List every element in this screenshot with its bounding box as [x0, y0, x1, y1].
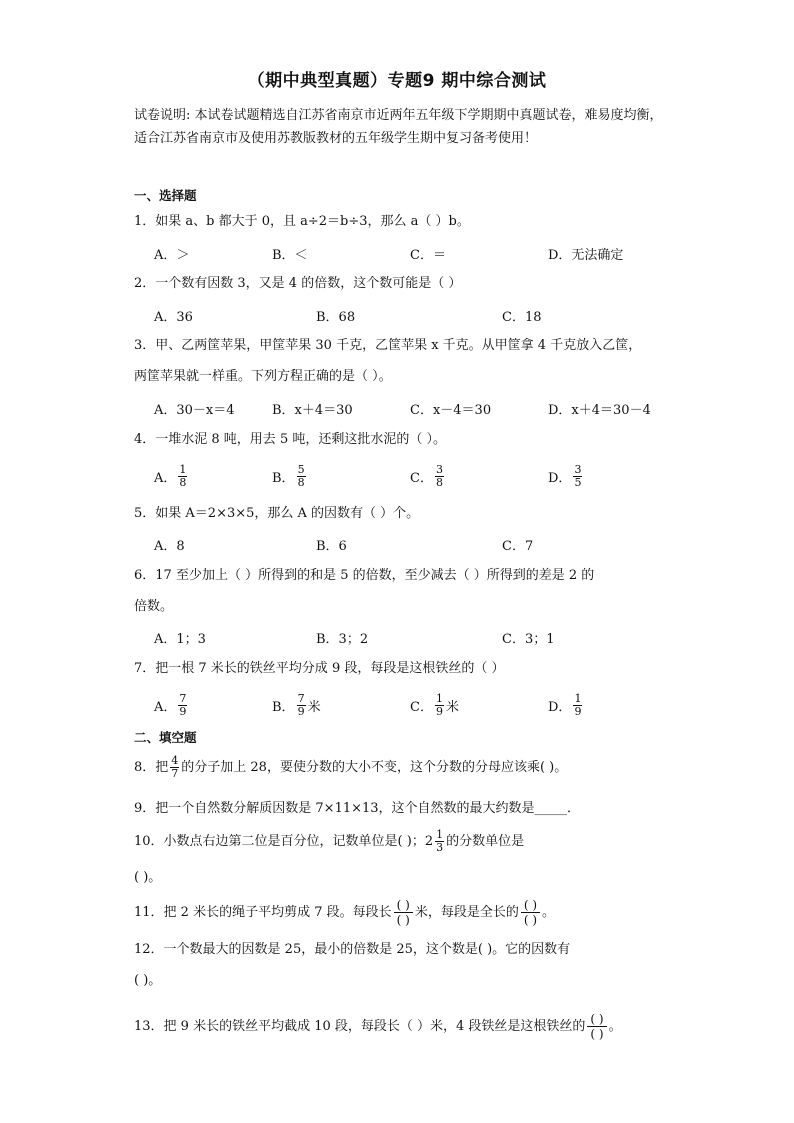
question-13-suffix: 。	[608, 1019, 622, 1034]
question-10-line-1	[134, 826, 674, 857]
option-a[interactable]	[154, 461, 189, 491]
question-3-options	[154, 393, 674, 423]
fraction	[573, 693, 582, 718]
fraction	[170, 755, 179, 780]
option-label: A．	[154, 699, 177, 715]
option-a[interactable]: A．1；3	[154, 631, 206, 647]
option-b[interactable]	[272, 690, 321, 720]
option-b[interactable]	[272, 461, 308, 491]
option-b[interactable]: B．＜	[272, 247, 308, 263]
unit-label: 米	[307, 699, 321, 715]
option-b[interactable]: B．x＋4＝30	[272, 402, 353, 418]
option-c[interactable]: C．x－4＝30	[410, 402, 492, 418]
option-c[interactable]: C．3；1	[502, 631, 555, 647]
option-a[interactable]: A．36	[154, 309, 193, 325]
numerator: 3	[435, 462, 443, 476]
option-label: D．	[548, 699, 572, 715]
mixed-number	[425, 826, 446, 857]
fraction	[297, 464, 306, 489]
question-11-suffix: 。	[542, 905, 556, 920]
page-title: （期中典型真题）专题9 期中综合测试	[247, 71, 547, 91]
question-10-prefix: 10．小数点右边第二位是百分位，记数单位是( )；	[134, 834, 425, 849]
question-1-options	[154, 238, 674, 268]
question-10-line-2: ( )。	[134, 870, 162, 885]
question-6-line-1: 6．17 至少加上（ ）所得到的和是 5 的倍数，至少减去（ ）所得到的差是 2 的	[134, 568, 595, 583]
question-10-suffix: 的分数单位是	[446, 834, 525, 849]
question-12-line-2: ( )。	[134, 973, 162, 988]
blank-numerator: ( )	[394, 898, 413, 913]
question-7-options	[154, 690, 674, 720]
numerator: 1	[435, 691, 443, 705]
question-7: 7．把一根 7 米长的铁丝平均分成 9 段，每段是这根铁丝的（ ）	[134, 661, 505, 676]
denominator: 3	[436, 841, 444, 854]
question-11	[134, 897, 674, 928]
blank-denominator: ( )	[396, 913, 410, 927]
blank-numerator: ( )	[521, 898, 540, 913]
option-c[interactable]: C．18	[502, 309, 542, 325]
option-d[interactable]: D．无法确定	[548, 247, 624, 263]
question-4: 4．一堆水泥 8 吨，用去 5 吨，还剩这批水泥的（ ）。	[134, 432, 446, 447]
numerator: 1	[179, 462, 187, 476]
option-label: C．	[410, 699, 433, 715]
blank-denominator: ( )	[523, 913, 538, 927]
option-label: B．	[272, 470, 295, 486]
numerator: 1	[574, 691, 582, 705]
option-a[interactable]: A．8	[154, 538, 185, 554]
question-8-suffix: 的分子加上 28，要使分数的大小不变，这个分数的分母应该乘( )。	[181, 760, 568, 775]
question-9: 9．把一个自然数分解质因数是 7×11×13，这个自然数的最大约数是_____．	[134, 801, 581, 816]
option-c[interactable]: C．＝	[410, 247, 446, 263]
section-heading-fill-in: 二、填空题	[134, 730, 197, 745]
fraction	[297, 693, 306, 718]
blank-denominator: ( )	[590, 1027, 604, 1041]
denominator: 8	[179, 475, 187, 489]
numerator: 7	[297, 691, 305, 705]
numerator: 5	[297, 462, 305, 476]
denominator: 9	[179, 704, 187, 718]
option-label: A．	[154, 470, 177, 486]
option-a[interactable]: A．＞	[154, 247, 190, 263]
fraction	[435, 829, 444, 854]
option-label: B．	[272, 699, 295, 715]
numerator: 4	[171, 754, 179, 767]
denominator: 9	[574, 704, 582, 718]
question-3-line-1: 3．甲、乙两筐苹果，甲筐苹果 30 千克，乙筐苹果 x 千克。从甲筐拿 4 千克放入乙筐，	[134, 338, 642, 353]
option-b[interactable]: B．6	[316, 538, 347, 554]
denominator: 8	[435, 475, 443, 489]
numerator: 7	[179, 691, 187, 705]
numerator: 1	[436, 828, 444, 841]
blank-fraction[interactable]	[521, 898, 540, 927]
option-c[interactable]: C．7	[502, 538, 534, 554]
question-2: 2．一个数有因数 3，又是 4 的倍数，这个数可能是（ ）	[134, 276, 462, 291]
question-13	[134, 1011, 674, 1042]
question-3-line-2: 两筐苹果就一样重。下列方程正确的是（ ）。	[134, 369, 392, 384]
denominator: 7	[171, 767, 179, 780]
option-a[interactable]: A．30－x＝4	[154, 402, 235, 418]
question-11-middle: 米，每段是全长的	[414, 905, 519, 920]
denominator: 8	[297, 475, 305, 489]
fraction	[435, 464, 444, 489]
option-b[interactable]: B．3；2	[316, 631, 369, 647]
question-11-prefix: 11．把 2 米长的绳子平均剪成 7 段。每段长	[134, 905, 392, 920]
fraction	[435, 693, 444, 718]
question-5: 5．如果 A＝2×3×5，那么 A 的因数有（ ）个。	[134, 506, 420, 521]
fraction	[573, 464, 582, 489]
blank-fraction[interactable]	[587, 1012, 606, 1041]
option-b[interactable]: B．68	[316, 309, 356, 325]
question-1: 1．如果 a、b 都大于 0，且 a÷2＝b÷3，那么 a（ ）b。	[134, 214, 470, 229]
question-8	[134, 752, 674, 783]
option-label: D．	[548, 470, 572, 486]
unit-label: 米	[445, 699, 459, 715]
option-d[interactable]	[548, 690, 584, 720]
question-6-options	[154, 622, 674, 652]
question-13-prefix: 13．把 9 米长的铁丝平均截成 10 段，每段长（ ）米，4 段铁丝是这根铁丝的	[134, 1019, 586, 1034]
option-label: C．	[410, 470, 433, 486]
denominator: 9	[435, 704, 443, 718]
denominator: 5	[574, 475, 582, 489]
question-4-options	[154, 461, 674, 491]
denominator: 9	[297, 704, 305, 718]
fraction	[178, 693, 187, 718]
question-6-line-2: 倍数。	[134, 599, 174, 614]
option-c[interactable]	[410, 690, 459, 720]
section-heading-choice: 一、选择题	[134, 188, 197, 203]
question-2-options	[154, 300, 674, 330]
option-d[interactable]	[548, 461, 584, 491]
fraction	[178, 464, 187, 489]
blank-fraction[interactable]	[394, 898, 413, 927]
option-a[interactable]	[154, 690, 189, 720]
whole-part: 2	[424, 834, 434, 849]
option-d[interactable]: D．x＋4＝30－4	[548, 402, 651, 418]
numerator: 3	[574, 462, 582, 476]
exam-instructions: 试卷说明: 本试卷试题精选自江苏省南京市近两年五年级下学期期中真题试卷，难易度均衡，适合江苏省南京市及使用苏教版教材的五年级学生期中复习备考使用！	[134, 108, 663, 146]
question-8-prefix: 8．把	[134, 760, 169, 775]
question-5-options	[154, 529, 674, 559]
blank-numerator: ( )	[587, 1012, 606, 1027]
option-c[interactable]	[410, 461, 446, 491]
question-12-line-1: 12．一个数最大的因数是 25，最小的倍数是 25，这个数是( )。它的因数有	[134, 942, 571, 957]
